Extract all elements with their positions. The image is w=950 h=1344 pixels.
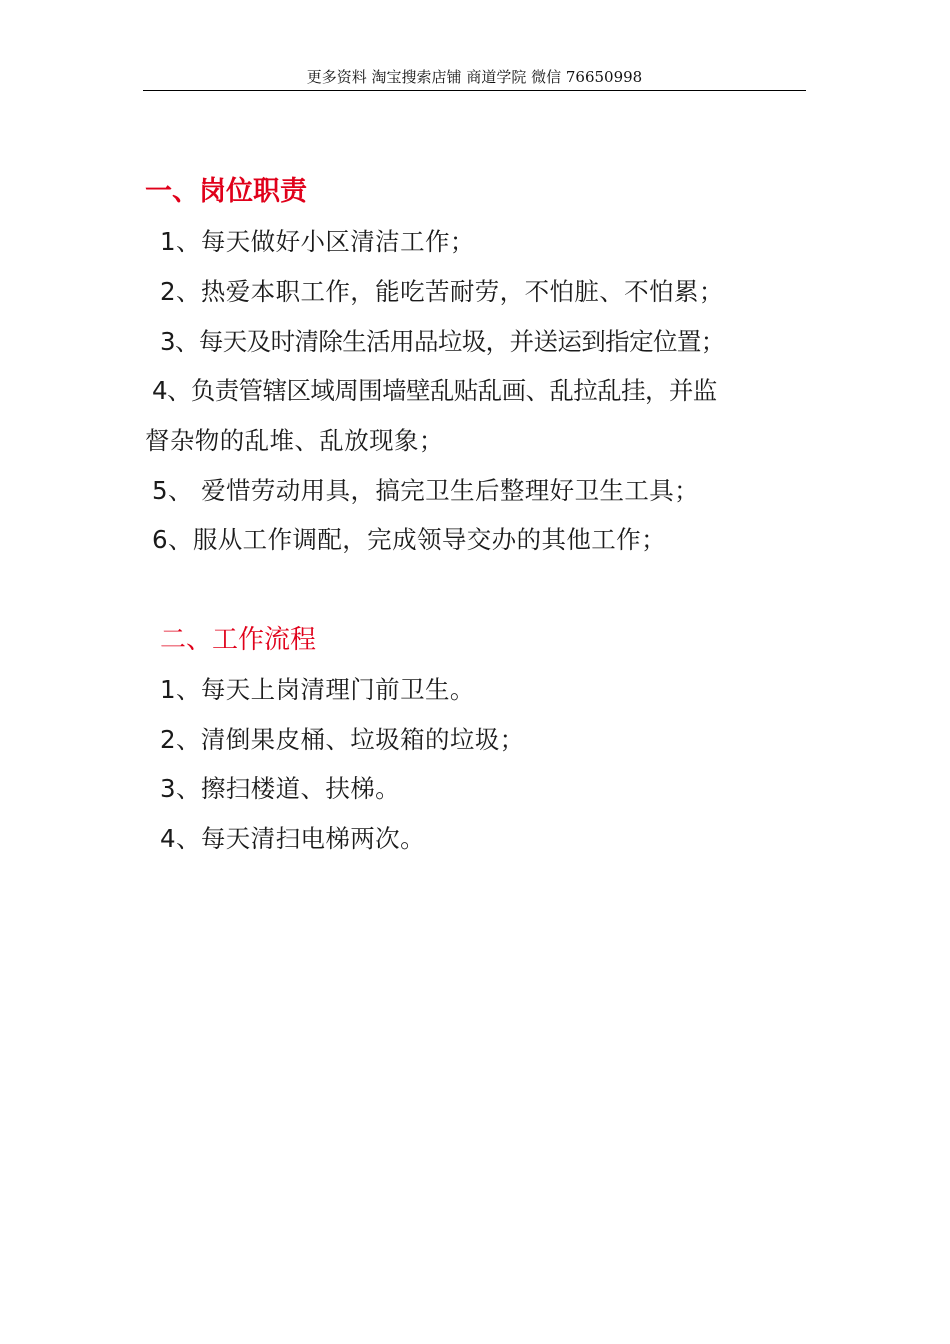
duty-item-2: 2、热爱本职工作，能吃苦耐劳，不怕脏、不怕累； bbox=[160, 277, 724, 306]
duty-item-4: 4、负责管辖区域周围墙壁乱贴乱画、乱拉乱挂，并监 bbox=[152, 376, 717, 405]
section-title-responsibilities: 一、岗位职责 bbox=[145, 176, 307, 207]
duty-item-5: 5、 爱惜劳动用具，搞完卫生后整理好卫生工具； bbox=[152, 476, 700, 505]
workflow-item-3: 3、擦扫楼道、扶梯。 bbox=[160, 774, 401, 803]
workflow-item-2: 2、清倒果皮桶、垃圾箱的垃圾； bbox=[160, 725, 525, 754]
duty-item-4-continued: 督杂物的乱堆、乱放现象； bbox=[145, 426, 444, 455]
workflow-item-1: 1、每天上岗清理门前卫生。 bbox=[160, 675, 475, 704]
page-header: 更多资料 淘宝搜索店铺 商道学院 微信 76650998 bbox=[143, 66, 806, 91]
duty-item-3: 3、每天及时清除生活用品垃圾，并送运到指定位置； bbox=[160, 327, 725, 356]
duty-item-6: 6、服从工作调配，完成领导交办的其他工作； bbox=[152, 525, 666, 554]
section-title-workflow: 二、工作流程 bbox=[160, 625, 317, 655]
duty-item-1: 1、每天做好小区清洁工作； bbox=[160, 227, 475, 256]
workflow-item-4: 4、每天清扫电梯两次。 bbox=[160, 824, 425, 853]
